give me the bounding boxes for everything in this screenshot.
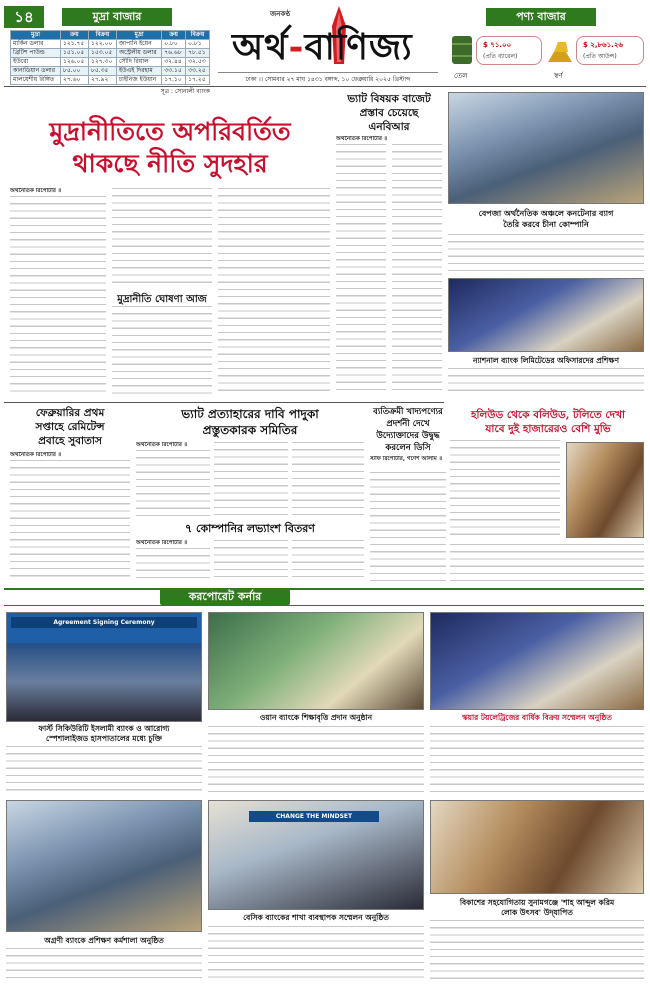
gold-bars-icon [546, 38, 574, 64]
remittance-reporter [10, 452, 130, 459]
shoe-body-col3 [292, 442, 364, 518]
bkash-body [430, 920, 644, 980]
one-bank-photo [208, 612, 424, 710]
dc-body [370, 472, 446, 582]
oil-label: তেল [454, 72, 468, 80]
vat-headline-line2: প্রস্তাব চেয়েছে [359, 107, 419, 119]
vat-body-col2 [392, 144, 442, 396]
masthead-title: অর্থ-বাণিজ্য [232, 26, 413, 68]
table-cell: ৩২.৫৩ [186, 58, 210, 67]
mid-divider [4, 402, 444, 403]
masthead-word-b: বাণিজ্য [304, 26, 413, 68]
corporate-section-bar [4, 588, 644, 606]
lead-subhead: মুদ্রানীতি ঘোষণা আজ [117, 294, 207, 305]
table-cell: ০.৮১ [186, 40, 210, 49]
table-row [11, 49, 210, 58]
film-headline-line2: যাবে দুই হাজারেরও বেশি মুভি [485, 423, 611, 435]
table-cell: ১৭.১০ [162, 76, 186, 85]
vat-headline [336, 92, 442, 134]
column-header: বিক্রয় [88, 31, 116, 40]
vat-headline-line1: ভ্যাট বিষয়ক বাজেট [347, 93, 431, 105]
basic-bank-photo [208, 800, 424, 910]
remittance-headline [10, 406, 130, 448]
dividend-reporter [136, 540, 210, 547]
bepza-headline-line2: তৈরি করবে চীনা কোম্পানি [503, 219, 589, 229]
table-cell: ২৭.৯২ [88, 76, 116, 85]
first-security-caption-line2: স্পেশালাইজড হাসপাতালের মধ্যে চুক্তি [46, 734, 162, 743]
first-security-photo [6, 612, 202, 722]
film-photo [566, 442, 644, 538]
gold-unit: (প্রতি আউন্স) [583, 53, 617, 60]
agrani-body [6, 948, 202, 980]
lead-body-col1 [10, 196, 106, 396]
first-security-body [6, 746, 202, 796]
dividend-headline: ৭ কোম্পানির লভ্যাংশ বিতরণ [185, 522, 315, 535]
column-header: ক্রয় [162, 31, 186, 40]
masthead-prefix: জনকণ্ঠ [270, 10, 291, 18]
lead-headline-line2: থাকছে নীতি সুদহার [72, 149, 268, 178]
remittance-headline-line1: ফেব্রুয়ারির প্রথম [35, 407, 105, 419]
oil-barrel-icon [450, 34, 474, 66]
film-headline [450, 408, 646, 436]
nbl-photo [448, 278, 644, 352]
dividend-reporter-name: অর্থনৈতিক রিপোর্টার ॥ [136, 540, 188, 546]
table-cell: ১৫৩.০৫ [88, 49, 116, 58]
shoe-body-col1 [136, 450, 210, 518]
shoe-reporter [136, 442, 210, 449]
table-cell: ১২২.০০ [88, 40, 116, 49]
dividend-body-col2 [214, 540, 288, 582]
table-cell: ৮৫.৩৫ [88, 67, 116, 76]
shoe-headline-line2: প্রস্তুতকারক সমিতির [202, 423, 298, 437]
table-cell: মালয়েশীয় রিঙ্গিত [11, 76, 61, 85]
table-cell: জাপানি ইয়েন [116, 40, 161, 49]
table-cell: ১৫১.০৫ [60, 49, 88, 58]
bkash-caption-line2: লোক উৎসব' উদ্‌যাপিত [501, 908, 573, 917]
table-cell: সৌদি রিয়াল [116, 58, 161, 67]
one-bank-body [208, 726, 424, 796]
dividend-body-col3 [292, 540, 364, 582]
table-cell: ১৭.২৫ [186, 76, 210, 85]
shoe-headline-line1: ভ্যাট প্রত্যাহারের দাবি পাদুকা [181, 407, 319, 421]
one-bank-caption: ওয়ান ব্যাংকে শিক্ষাবৃত্তি প্রদান অনুষ্ঠান [259, 713, 373, 722]
table-cell: কানাডিয়ান ডলার [11, 67, 61, 76]
dc-headline [370, 406, 446, 454]
column-header: ক্রয় [60, 31, 88, 40]
dc-headline-line1: ব্যতিক্রমী খাদ্যপণ্যের [373, 407, 443, 417]
masthead-word-a: অর্থ [232, 26, 289, 68]
bepza-body [448, 234, 644, 274]
column-header: বিক্রয় [186, 31, 210, 40]
shoe-reporter-name: অর্থনৈতিক রিপোর্টার ॥ [136, 442, 188, 448]
agrani-caption: অগ্রণী ব্যাংকে প্রশিক্ষণ কর্মশালা অনুষ্ঠিত [44, 936, 164, 945]
film-body-col1 [450, 440, 560, 540]
table-cell: মার্কিন ডলার [11, 40, 61, 49]
vat-reporter [336, 136, 442, 143]
dc-headline-line3: উদ্যোক্তাদের উদ্বুদ্ধ [376, 431, 440, 441]
masthead [222, 6, 432, 66]
table-cell: ১২৬.০৫ [60, 58, 88, 67]
basic-bank-body [208, 926, 424, 980]
table-cell: ০.৮০ [162, 40, 186, 49]
vat-reporter-name: অর্থনৈতিক রিপোর্টার ॥ [336, 136, 388, 142]
remittance-reporter-name: অর্থনৈতিক রিপোর্টার ॥ [10, 452, 62, 458]
table-cell: ৩৩.২৫ [186, 67, 210, 76]
commodity-panel [446, 30, 646, 84]
oil-price: $ ৭১.০০ [483, 41, 512, 49]
vat-headline-line3: এনবিআর [368, 121, 410, 133]
corporate-section-label: করপোরেট কর্নার [160, 589, 290, 605]
first-security-caption-line1: ফার্স্ট সিকিউরিটি ইসলামী ব্যাংক ও আরোগ্য [38, 724, 170, 733]
dc-headline-line4: করলেন ডিসি [385, 443, 431, 453]
table-cell: অস্ট্রেলীয় ডলার [116, 49, 161, 58]
shoe-headline [136, 406, 364, 438]
gold-price: $ ২,৮৬১.২৬ [583, 41, 623, 49]
lead-body-col2 [112, 188, 212, 288]
dc-headline-line2: প্রদর্শনী দেখে [386, 419, 430, 429]
lead-reporter-name: অর্থনৈতিক রিপোর্টার ॥ [10, 188, 62, 194]
lead-reporter [10, 188, 106, 195]
bepza-photo [448, 92, 644, 204]
bkash-caption [430, 898, 644, 918]
money-market-label: মুদ্রা বাজার [62, 8, 172, 26]
dc-reporter-name: স্টাফ রিপোর্টার, গণেশ আলাম ॥ [370, 456, 442, 462]
table-cell: ৮৫.০০ [60, 67, 88, 76]
table-row [11, 40, 210, 49]
table-cell: ৭৮.৫১ [186, 49, 210, 58]
header-divider [4, 86, 646, 87]
agreement-banner: Agreement Signing Ceremony [11, 617, 197, 628]
table-cell: ইউএই দিরহাম [116, 67, 161, 76]
table-cell: ৩২.৪৪ [162, 58, 186, 67]
lead-body-col3 [112, 306, 212, 396]
film-body-col2 [450, 544, 644, 582]
table-row [11, 76, 210, 85]
vat-body-col1 [336, 144, 386, 396]
column-header: মুদ্রা [116, 31, 161, 40]
lead-body-col4 [218, 188, 330, 396]
film-headline-line1: হলিউড থেকে বলিউড, টলিতে দেখা [470, 409, 626, 421]
table-cell: ২৭.৬০ [60, 76, 88, 85]
table-row [11, 58, 210, 67]
gold-label: স্বর্ণ [554, 72, 563, 80]
agrani-photo [6, 800, 202, 932]
column-header: মুদ্রা [11, 31, 61, 40]
table-cell: ব্রিটিশ পাউন্ড [11, 49, 61, 58]
square-photo [430, 612, 644, 710]
table-cell: চাইনিজ ইউয়ান [116, 76, 161, 85]
first-security-people [7, 643, 201, 721]
table-cell: ১২৭.৩০ [88, 58, 116, 67]
remittance-headline-line3: প্রবাহে সুবাতাস [38, 435, 102, 447]
remittance-headline-line2: সপ্তাহে রেমিটেন্স [35, 421, 105, 433]
bepza-headline [448, 208, 644, 230]
commodity-market-label: পণ্য বাজার [486, 8, 596, 26]
bkash-photo [430, 800, 644, 894]
page-number: ১৪ [4, 6, 44, 28]
table-cell: ইউরো [11, 58, 61, 67]
remittance-body [10, 460, 130, 582]
lead-headline [10, 116, 330, 180]
bepza-headline-line1: বেপজা অর্থনৈতিক অঞ্চলে কনটেনার ব্যাগ [478, 208, 614, 218]
basic-bank-caption: বেসিক ব্যাংকের শাখা ব্যবস্থাপক সম্মেলন অনুষ্ঠিত [243, 913, 389, 922]
currency-source: সূত্র : সোনালী ব্যাংক [160, 88, 210, 95]
first-security-caption [6, 724, 202, 744]
nbl-body [448, 368, 644, 396]
table-cell: ৩৩.১৫ [162, 67, 186, 76]
oil-price-box [476, 36, 542, 65]
shoe-body-col2 [214, 442, 288, 518]
square-caption: স্কয়ার টয়লেট্রিজের বার্ষিক বিক্রয় সম্মেলন অনুষ্ঠিত [462, 713, 612, 722]
dc-reporter [370, 456, 446, 463]
change-mindset-banner: CHANGE THE MINDSET [249, 811, 379, 822]
table-cell: ৭৬.৬৮ [162, 49, 186, 58]
gold-price-box [576, 36, 644, 65]
nbl-headline: ন্যাশনাল ব্যাংক লিমিটেডের অফিসারদের প্রশিক্ষণ [472, 356, 619, 365]
lead-headline-line1: মুদ্রানীতিতে অপরিবর্তিত [49, 117, 291, 146]
dividend-body-col1 [136, 548, 210, 582]
bkash-caption-line1: বিকাশের সহযোগিতায় সুনামগঞ্জে 'শাহ আব্দুল করিম [459, 898, 615, 907]
dateline: ঢাকা ।। সোমবার ২৭ মাঘ ১৪৩১ বঙ্গাব্দ, ১০ ফেব্রুয়ারি ২০২৫ খ্রিস্টাব্দ [218, 72, 438, 87]
square-body [430, 726, 644, 796]
oil-unit: (প্রতি ব্যারেল) [483, 53, 518, 60]
table-cell: ১২১.৭৫ [60, 40, 88, 49]
table-row [11, 67, 210, 76]
currency-table [10, 30, 210, 85]
currency-table-header [11, 31, 210, 40]
